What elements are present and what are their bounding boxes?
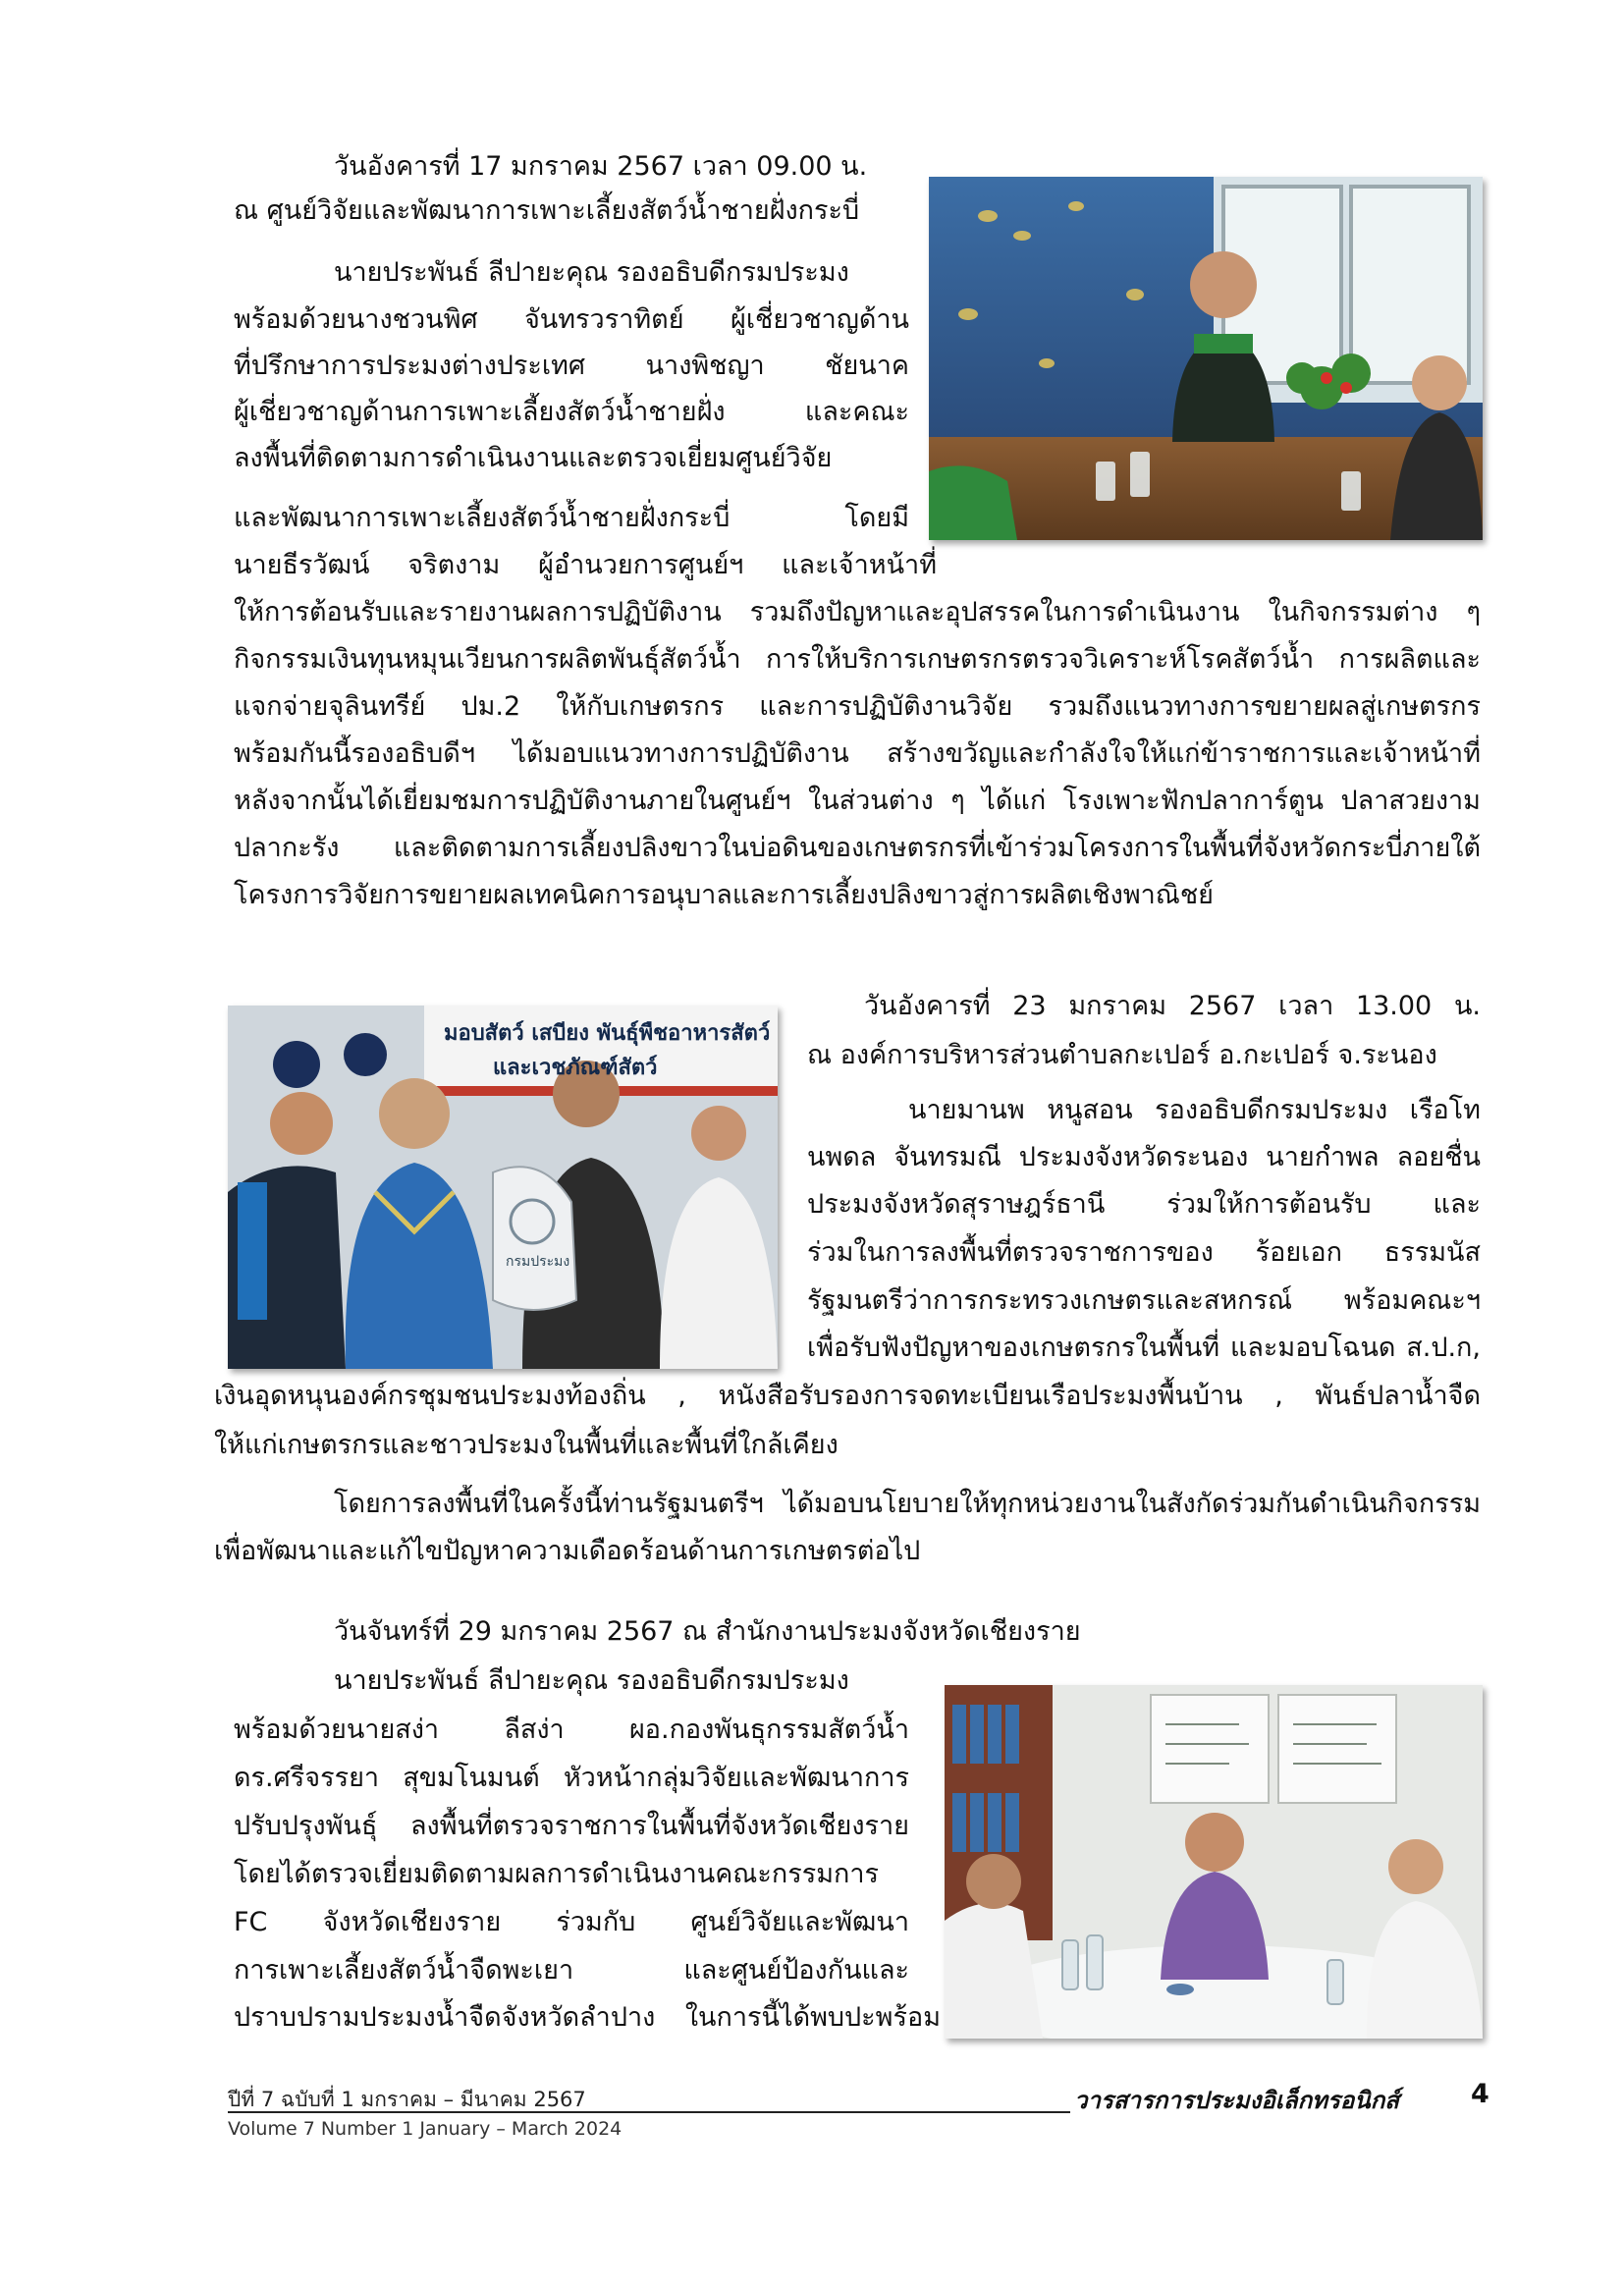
s3-line-9: ปราบปรามประมงน้ำจืดจังหวัดลำปาง ในการนี้ได้พบปะพร้อม (234, 2002, 941, 2033)
s3-line-3: พร้อมด้วยนายสง่า ลีสง่า ผอ.กองพันธุกรรมสัตว์น้ำ (234, 1714, 909, 1745)
s3-line-4: ดร.ศรีจรรยา สุขมโนมนต์ หัวหน้ากลุ่มวิจัยและพัฒนาการ (234, 1763, 909, 1793)
s1-line-11: กิจกรรมเงินทุนหมุนเวียนการผลิตพันธุ์สัตว์น้ำ การให้บริการเกษตรกรตรวจวิเคราะห์โรคสัตว์น้ำ การผลิตและ (234, 644, 1481, 675)
s1-line-10: ให้การต้อนรับและรายงานผลการปฏิบัติงาน รวมถึงปัญหาและอุปสรรคในการดำเนินงาน ในกิจกรรมต่าง ๆ (234, 597, 1481, 627)
footer-issue-en: Volume 7 Number 1 January – March 2024 (228, 2118, 623, 2140)
banner-line-2: และเวชภัณฑ์สัตว์ (493, 1056, 658, 1080)
s1-line-1: วันอังคารที่ 17 มกราคม 2567 เวลา 09.00 น. (334, 151, 868, 182)
s3-line-1: วันจันทร์ที่ 29 มกราคม 2567 ณ สำนักงานประมงจังหวัดเชียงราย (334, 1616, 1081, 1647)
s2-line-10: ให้แก่เกษตรกรและชาวประมงในพื้นที่และพื้นที่ใกล้เคียง (214, 1430, 839, 1460)
s1-line-14: หลังจากนั้นได้เยี่ยมชมการปฏิบัติงานภายในศูนย์ฯ ในส่วนต่าง ๆ ได้แก่ โรงเพาะฟักปลาการ์ตูน ปลาสวยงาม (234, 786, 1481, 816)
photo-meeting-krabi (929, 177, 1483, 540)
s1-line-9: นายธีรวัฒน์ จริตงาม ผู้อำนวยการศูนย์ฯ และเจ้าหน้าที่ (234, 550, 937, 580)
footer-issue-th: ปีที่ 7 ฉบับที่ 1 มกราคม – มีนาคม 2567 (228, 2088, 586, 2111)
s2-line-1: วันอังคารที่ 23 มกราคม 2567 เวลา 13.00 น. (864, 991, 1481, 1021)
s2-line-12: เพื่อพัฒนาและแก้ไขปัญหาความเดือดร้อนด้านการเกษตรต่อไป (214, 1536, 921, 1566)
s1-line-16: โครงการวิจัยการขยายผลเทคนิคการอนุบาลและการเลี้ยงปลิงขาวสู่การผลิตเชิงพาณิชย์ (234, 880, 1214, 910)
photo-handover-ranong (228, 1006, 778, 1369)
banner-line-1: มอบสัตว์ เสบียง พันธุ์พืชอาหารสัตว์ (444, 1021, 771, 1046)
s1-line-8: และพัฒนาการเพาะเลี้ยงสัตว์น้ำชายฝั่งกระบี่ โดยมี (234, 503, 909, 533)
s3-line-5: ปรับปรุงพันธุ์ ลงพื้นที่ตรวจราชการในพื้นที่จังหวัดเชียงราย (234, 1811, 909, 1841)
s1-line-12: แจกจ่ายจุลินทรีย์ ปม.2 ให้กับเกษตรกร และการปฏิบัติงานวิจัย รวมถึงแนวทางการขยายผลสู่เกษตรกร (234, 691, 1481, 722)
s1-line-6: ผู้เชี่ยวชาญด้านการเพาะเลี้ยงสัตว์น้ำชายฝั่ง และคณะ (234, 397, 909, 427)
footer-rule (228, 2111, 1070, 2113)
s1-line-2: ณ ศูนย์วิจัยและพัฒนาการเพาะเลี้ยงสัตว์น้ำชายฝั่งกระบี่ (234, 195, 860, 226)
s3-line-2: นายประพันธ์ ลีปายะคุณ รองอธิบดีกรมประมง (334, 1665, 849, 1696)
s1-line-3: นายประพันธ์ ลีปายะคุณ รองอธิบดีกรมประมง (334, 257, 849, 288)
s1-line-5: ที่ปรึกษาการประมงต่างประเทศ นางพิชญา ชัยนาค (234, 351, 909, 381)
s2-line-5: ประมงจังหวัดสุราษฎร์ธานี ร่วมให้การต้อนรับ และ (807, 1189, 1481, 1220)
photo-meeting-chiangrai (945, 1685, 1483, 2039)
s2-line-4: นพดล จันทรมณี ประมงจังหวัดระนอง นายกำพล ลอยชื่น (807, 1142, 1481, 1172)
s2-line-6: ร่วมในการลงพื้นที่ตรวจราชการของ ร้อยเอก ธรรมนัส (807, 1237, 1481, 1268)
page-number: 4 (1471, 2079, 1489, 2109)
s1-line-4: พร้อมด้วยนางชวนพิศ จันทรวราทิตย์ ผู้เชี่ยวชาญด้าน (234, 304, 909, 335)
s2-line-9: เงินอุดหนุนองค์กรชุมชนประมงท้องถิ่น , หนังสือรับรองการจดทะเบียนเรือประมงพื้นบ้าน , พันธ์ปลาน้ำจืด (214, 1381, 1481, 1411)
s2-line-8: เพื่อรับฟังปัญหาของเกษตรกรในพื้นที่ และมอบโฉนด ส.ป.ก, (807, 1333, 1481, 1363)
s2-line-2: ณ องค์การบริหารส่วนตำบลกะเปอร์ อ.กะเปอร์ จ.ระนอง (807, 1040, 1437, 1070)
bag-label: กรมประมง (506, 1254, 570, 1270)
s2-line-11: โดยการลงพื้นที่ในครั้งนี้ท่านรัฐมนตรีฯ ได้มอบนโยบายให้ทุกหน่วยงานในสังกัดร่วมกันดำเนินกิจกรรม (334, 1489, 1481, 1519)
footer-journal-title: วารสารการประมงอิเล็กทรอนิกส์ (1074, 2087, 1399, 2114)
s3-line-6: โดยได้ตรวจเยี่ยมติดตามผลการดำเนินงานคณะกรรมการ (234, 1859, 880, 1889)
s3-line-7: FC จังหวัดเชียงราย ร่วมกับ ศูนย์วิจัยและพัฒนา (234, 1907, 909, 1937)
s2-line-7: รัฐมนตรีว่าการกระทรวงเกษตรและสหกรณ์ พร้อมคณะฯ (807, 1285, 1481, 1316)
s1-line-13: พร้อมกันนี้รองอธิบดีฯ ได้มอบแนวทางการปฏิบัติงาน สร้างขวัญและกำลังใจให้แก่ข้าราชการและเจ้าหน้าที่ (234, 738, 1481, 769)
s2-line-3: นายมานพ หนูสอน รองอธิบดีกรมประมง เรือโท (908, 1095, 1481, 1125)
s3-line-8: การเพาะเลี้ยงสัตว์น้ำจืดพะเยา และศูนย์ป้องกันและ (234, 1955, 909, 1986)
s1-line-7: ลงพื้นที่ติดตามการดำเนินงานและตรวจเยี่ยมศูนย์วิจัย (234, 443, 833, 473)
s1-line-15: ปลากะรัง และติดตามการเลี้ยงปลิงขาวในบ่อดินของเกษตรกรที่เข้าร่วมโครงการในพื้นที่จังหวัดกระบี่ภายใต้ (234, 833, 1481, 863)
